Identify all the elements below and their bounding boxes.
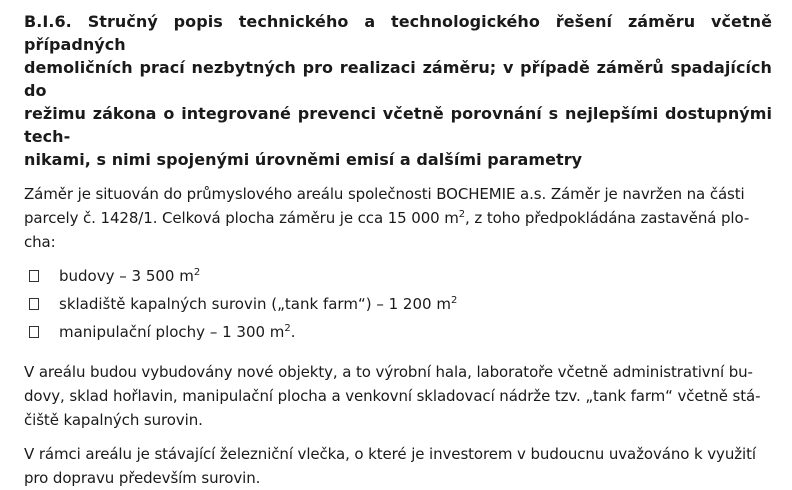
section-heading: [24, 10, 772, 171]
list-item-text: manipulační plochy – 1 300 $m^2$.: [59, 323, 296, 341]
intro-line: cha:: [24, 233, 56, 251]
list-item: [24, 290, 772, 318]
intro-line: parcely č. 1428/1. Celková plocha záměru je cca 15 000 m: [24, 209, 459, 227]
heading-line: B.I.6. Stručný popis technického a technologického řešení záměru včetně případných: [24, 12, 772, 54]
list-item: [24, 262, 772, 290]
paragraph-line: pro dopravu především surovin.: [24, 469, 261, 487]
paragraph-line: dovy, sklad hořlavin, manipulační plocha a venkovní skladovací nádrže tzv. „tank farm“ včetně stá-: [24, 387, 761, 405]
intro-paragraph: [24, 182, 772, 254]
objects-paragraph: [24, 360, 772, 432]
heading-line: režimu zákona o integrované prevenci včetně porovnání s nejlepšími dostupnými tech-: [24, 104, 772, 146]
railway-paragraph: [24, 442, 772, 490]
list-item: [24, 318, 772, 346]
superscript: 2: [458, 209, 466, 220]
intro-line: , z toho předpokládána zastavěná plo-: [465, 209, 750, 227]
list-item-text: skladiště kapalných surovin („tank farm“) – 1 200 $m^2$: [59, 295, 458, 313]
paragraph-line: V areálu budou vybudovány nové objekty, a to výrobní hala, laboratoře včetně administrativní bu-: [24, 363, 753, 381]
paragraph-line: V rámci areálu je stávající železniční vlečka, o které je investorem v budoucnu uvažováno k využití: [24, 445, 756, 463]
document-page: [24, 10, 772, 490]
heading-line: nikami, s nimi spojenými úrovněmi emisí a dalšími parametry: [24, 150, 583, 169]
list-item-text: budovy – 3 500 $m^2$: [59, 267, 201, 285]
area-list: [24, 262, 772, 346]
checkbox-bullet-icon: [29, 326, 39, 338]
checkbox-bullet-icon: [29, 270, 39, 282]
checkbox-bullet-icon: [29, 298, 39, 310]
heading-line: demoličních prací nezbytných pro realizaci záměru; v případě záměrů spadajících do: [24, 58, 772, 100]
intro-line: Záměr je situován do průmyslového areálu společnosti BOCHEMIE a.s. Záměr je navržen na části: [24, 185, 745, 203]
paragraph-line: čiště kapalných surovin.: [24, 411, 203, 429]
